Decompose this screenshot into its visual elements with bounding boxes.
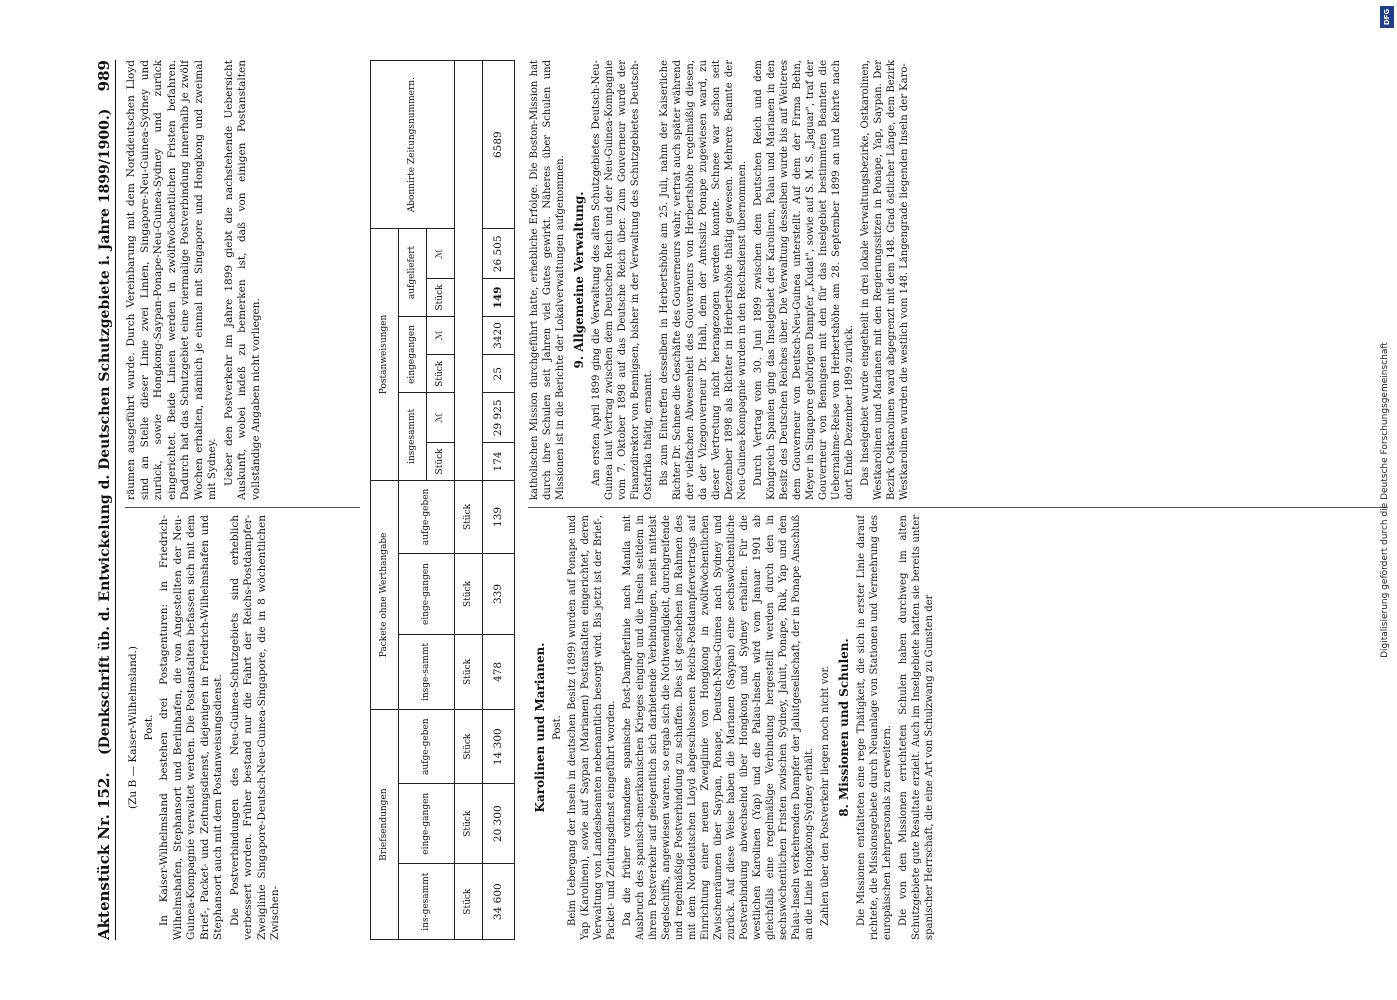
table-cell: 14 300 bbox=[482, 710, 514, 784]
table-unit: Stück bbox=[454, 864, 482, 940]
column-upper-left bbox=[125, 515, 360, 940]
table-unit: Stück bbox=[426, 443, 454, 480]
column-upper-right bbox=[125, 60, 360, 500]
section-reference: (Zu B — Kaiser-Wilhelmsland.) bbox=[127, 646, 139, 809]
paragraph: Bis zum Eintreffen desselben in Herbertshöhe am 25. Juli, nahm der Kaiserliche Richter Dr. Schnee die Geschäfte des Gouverneurs wahr, vertrat auch später während der vielfachen Abwesenheit des Gouverneurs von Herbertshöhe regelmäßig diesen, da der Vizegouverneur Dr. Hahl, dem der Amtssitz Ponape zugewiesen ward, zu dieser Vertretung nicht herangezogen werden konnte. Schnee war schon seit Dezember 1898 als Richter in Herbertshöhe thätig gewesen. Mehrere Beamte der Neu-Guinea-Kompagnie wurden in den Reichsdienst übernommen. bbox=[659, 60, 748, 500]
table-header: Abonnirte Zeitungsnummern. bbox=[371, 61, 455, 229]
table-unit: Stück bbox=[454, 784, 482, 864]
dfg-logo: DFG bbox=[1380, 6, 1394, 28]
table-unit: Stück bbox=[454, 710, 482, 784]
table-unit: Stück bbox=[426, 355, 454, 393]
table-cell: 26 505 bbox=[482, 229, 514, 279]
table-unit: ℳ bbox=[426, 393, 454, 443]
table-unit: Stück bbox=[454, 554, 482, 634]
paragraph: Die Missionen entfalteten eine rege Thätigkeit, die sich in erster Linie darauf richtete, die Missionsgebiete durch Neuanlage von Stationen und Vermehrung des europäischen Lehrpersonals zu erweitern. bbox=[856, 515, 893, 940]
paragraph: Ueber den Postverkehr im Jahre 1899 giebt die nachstehende Uebersicht Auskunft, wobei indeß zu bemerken ist, daß von einigen Postanstalten vollständige Angaben nicht vorliegen. bbox=[222, 60, 262, 500]
table-unit: ℳ bbox=[426, 229, 454, 279]
paragraph: Durch Vertrag vom 30. Juni 1899 zwischen dem Deutschen Reich und dem Königreich Spanien ging das Inselgebiet der Karolinen, Palau und Marianen in den Besitz des Deutschen Reiches über. Die Verwaltung desselben wurde bis auf Weiteres dem Gouverneur von Deutsch-Neu-Guinea unterstellt. Auf dem der Firma Behn, Meyer in Singapore gehörigen Dampfer „Kudat", sowie auf S. M. S. „Jaguar", traf der Gouverneur von Bennigsen mit den für das Inselgebiet bestimmten Beamten die Uebernahme-Reise von Herbertshöhe am 28. September 1899 an und kehrte nach dort Ende Dezember 1899 zurück. bbox=[753, 60, 855, 500]
paragraph: Das Inselgebiet wurde eingetheilt in drei lokale Verwaltungsbezirke, Ostkarolinen, Westkarolinen und Marianen mit den Regierungssitzen in Ponape, Yap, Saypan. Der Bezirk Ostkarolinen ward abgegrenzt mit dem 148. Grad östlicher Länge, dem Bezirk Westkarolinen wurden die westlich vom 148. Längengrade liegenden Inseln der Karo- bbox=[860, 60, 910, 500]
table-cell: 20 300 bbox=[482, 784, 514, 864]
paragraph: Beim Uebergang der Inseln in deutschen Besitz (1899) wurden auf Ponape und Yap (Karolinen), sowie auf Saypan (Marianen) Postanstalten eingerichtet, deren Verwaltung von Landesbeamten nebenamtlich besorgt wird. Bis jetzt ist der Brief-, Packet- und Zeitungsdienst eingeführt worden. bbox=[567, 515, 617, 940]
paragraph: In Kaiser-Wilhelmsland bestehen drei Postagenturen: in Friedrich-Wilhelmshafen, Stephansort und Berlinhafen, die von Angestellten der Neu-Guinea-Kompagnie verwaltet werden. Die Postanstalten befassen sich mit dem Brief-, Packet- und Zeitungsdienst, diejenigen in Friedrich-Wilhelmshafen und Stephansort auch mit dem Postanweisungsdienst. bbox=[158, 515, 224, 940]
page-header bbox=[83, 60, 116, 940]
table-header: Briefsendungen bbox=[371, 710, 399, 940]
table-unit: Stück bbox=[454, 480, 482, 554]
digitization-credit bbox=[1375, 0, 1395, 1000]
running-title: (Denkschrift üb. d. Entwickelung d. Deutschen Schutzgebiete i. Jahre 1899/1900.) bbox=[97, 108, 113, 756]
table-cell: 34 600 bbox=[482, 864, 514, 940]
table-cell: 478 bbox=[482, 634, 514, 710]
table-unit: Stück bbox=[426, 279, 454, 316]
table-header: aufge-geben bbox=[398, 480, 454, 554]
table-header: insgesammt bbox=[398, 393, 426, 480]
table-cell: 29 925 bbox=[482, 393, 514, 443]
table-header: insge-sammt bbox=[398, 634, 454, 710]
table-header: Postanweisungen bbox=[371, 229, 399, 480]
table-unit: ℳ bbox=[426, 316, 454, 355]
table-unit-row-2 bbox=[454, 61, 482, 940]
paragraph: Da die früher vorhandene spanische Post-Dampferlinie nach Manila mit Ausbruch des spanisch-amerikanischen Krieges einging und die Inseln seitdem in ihrem Postverkehr auf gelegentlich sich darbietende Verbindungen, meist mittelst Segelschiffs, angewiesen waren, so ergab sich die Nothwendigkeit, durchgreifende und regelmäßige Postverbindung zu schaffen. Dies ist geschehen im Rahmen des mit dem Norddeutschen Lloyd abgeschlossenen Reichs-Postdampfervertrags auf Einrichtung einer neuen Zweiglinie von Hongkong in zwölfwöchentlichen Zwischenräumen über Saypan, Ponape, Deutsch-Neu-Guinea nach Sydney und zurück. Auf diese Weise haben die Marianen (Saypan) eine sechswöchentliche Postverbindung abwechselnd über Hongkong und Sydney erhalten. Für die westlichen Karolinen (Yap) und die Palau-Inseln wird vom Januar 1901 ab gleichfalls eine regelmäßige Verbindung hergestellt werden durch den in sechswöchentlichen Fristen zwischen Sydney, Jaluit, Ponape, Ruk, Yap und den Palau-Inseln verkehrenden Dampfer der Jaluitgesellschaft, der in Ponape Anschluß an die Linie Hongkong-Sydney erhält. bbox=[622, 515, 815, 940]
paragraph: Zahlen über den Postverkehr liegen noch nicht vor. bbox=[820, 665, 831, 926]
table-header: einge-gangen bbox=[398, 554, 454, 634]
table-cell: 3420 bbox=[482, 316, 514, 355]
table-cell: 25 bbox=[482, 355, 514, 393]
paragraph: Die Postverbindungen des Neu-Guinea-Schutzgebiets sind erheblich verbessert worden. Früher bestand nur die Fahrt der Reichs-Postdampfer-Zweiglinie Singapore-Deutsch-Neu-Guinea-Singapore, die in 8 wöchentlichen Zwischen- bbox=[228, 515, 281, 940]
table-group-row bbox=[371, 61, 399, 940]
page-number: 989 bbox=[95, 60, 113, 92]
table-cell: 139 bbox=[482, 480, 514, 554]
table-unit: Stück bbox=[454, 634, 482, 710]
postal-statistics-table bbox=[370, 60, 515, 940]
subsection-heading: Post. bbox=[552, 715, 563, 740]
table-header: eingegangen bbox=[398, 316, 426, 393]
section-heading: 9. Allgemeine Verwaltung. bbox=[572, 191, 586, 369]
credit-text: Digitalisierung gefördert durch die Deutsche Forschungsgemeinschaft bbox=[1380, 342, 1390, 658]
column-rule bbox=[528, 507, 1388, 508]
table-cell: 149 bbox=[482, 279, 514, 316]
paragraph: Am ersten April 1899 ging die Verwaltung des alten Schutzgebietes Deutsch-Neu-Guinea laut Vertrag zwischen dem Deutschen Reich und der Neu-Guinea-Kompagnie vom 7. Oktober 1898 auf das Deutsche Reich über. Zum Gouverneur wurde der Finanzdirektor von Bennigsen, bisher in der Verwaltung des Schutzgebietes Deutsch-Ostafrika thätig, ernannt. bbox=[591, 60, 654, 500]
paragraph: katholischen Mission durchgeführt hatte, erhebliche Erfolge. Die Boston-Mission hat durch ihre Schulen seit Jahren viel Gutes gewirkt. Näheres über Schulen und Missionen ist in die Berichte der Lokalverwaltungen aufgenommen. bbox=[529, 60, 566, 500]
paragraph: räumen ausgeführt wurde. Durch Vereinbarung mit dem Norddeutschen Lloyd sind an Stelle dieser Linie zwei Linien, Singapore-Neu-Guinea-Sydney und zurück, sowie Hongkong-Saypan-Ponape-Neu-Guinea-Sydney und zurück eingerichtet. Beide Linien werden in zwölfwöchentlichen Fristen befahren. Dadurch hat das Schutzgebiet eine viermalige Postverbindung innerhalb je zwölf Wochen erhalten, nämlich je einmal mit Singapore und Hongkong und zweimal mit Sydney. bbox=[125, 60, 218, 500]
table-cell: 174 bbox=[482, 443, 514, 480]
table-header: Packete ohne Werthangabe bbox=[371, 480, 399, 710]
table-header: aufge-geben bbox=[398, 710, 454, 784]
column-lower-left bbox=[528, 515, 1388, 940]
document-number: Aktenstück Nr. 152. bbox=[95, 772, 113, 940]
table-header: einge-gangen bbox=[398, 784, 454, 864]
section-heading: Karolinen und Marianen. bbox=[533, 642, 547, 813]
table-row bbox=[482, 61, 514, 940]
table-cell: 339 bbox=[482, 554, 514, 634]
table-cell: 6589 bbox=[482, 61, 514, 229]
section-heading: 8. Missionen und Schulen. bbox=[837, 638, 851, 817]
table-header: ins-gesammt bbox=[398, 864, 454, 940]
section-heading: Post. bbox=[142, 714, 155, 741]
paragraph: Die von den Missionen errichteten Schulen haben durchweg im alten Schutzgebiete gute Resultate erzielt. Auch im Inselgebiete hatten sie bereits unter spanischer Herrschaft, die eine Art von Schulzwang zu Gunsten der bbox=[898, 515, 935, 940]
column-rule bbox=[125, 507, 360, 508]
table-header: aufgeliefert bbox=[398, 229, 426, 316]
column-lower-right bbox=[528, 60, 1388, 500]
